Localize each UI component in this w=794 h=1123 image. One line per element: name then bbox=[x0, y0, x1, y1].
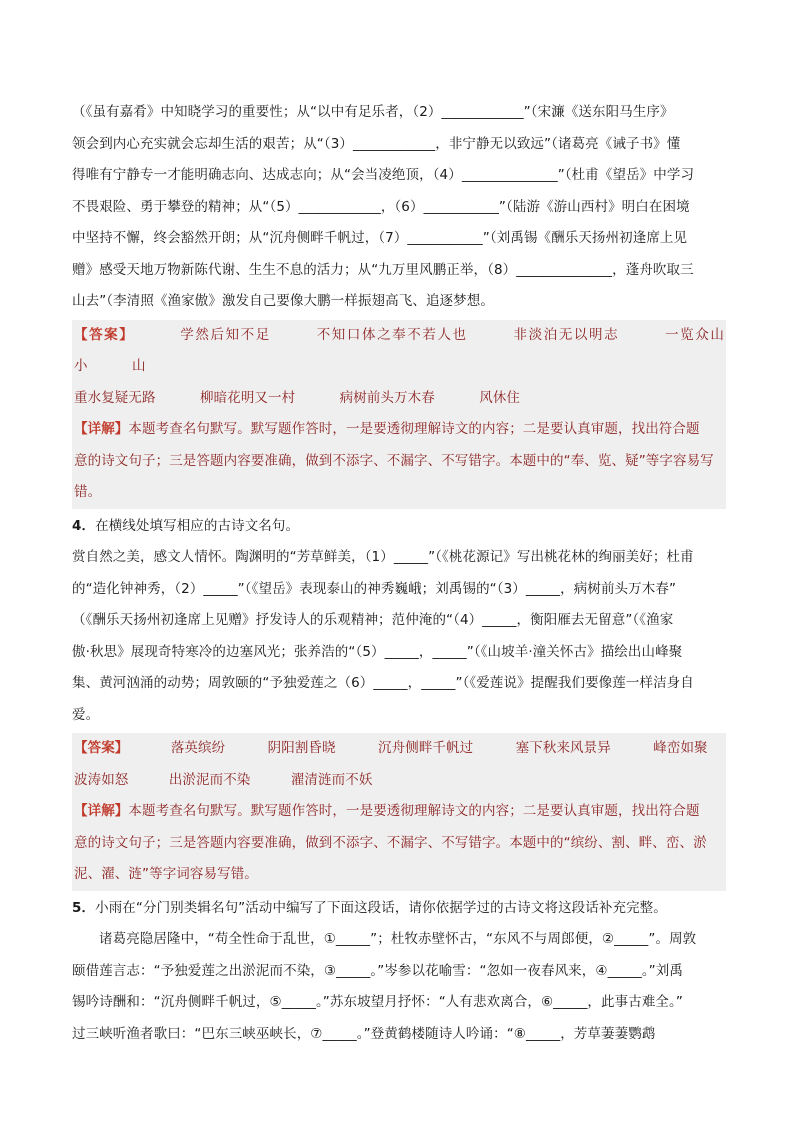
q4-line: （《酬乐天扬州初逢席上见赠》抒发诗人的乐观精神；范仲淹的“（4）_____，衡阳雁去无留意”（《渔家 bbox=[72, 612, 674, 628]
question-number: 5． bbox=[72, 899, 96, 916]
answer-item: 落英缤纷 bbox=[170, 740, 226, 756]
detail-label: 【详解】 bbox=[74, 421, 129, 437]
q4-detail-line bbox=[74, 796, 724, 828]
detail-text: 本题考查名句默写。默写题作答时，一是要透彻理解诗文的内容；二是要认真审题，找出符合题 bbox=[128, 421, 700, 437]
answer-item: 柳暗花明又一村 bbox=[200, 389, 296, 406]
q4-line: 爱。 bbox=[72, 706, 100, 723]
question-prompt: 在横线处填写相应的古诗文名句。 bbox=[95, 517, 300, 534]
answer-item: 一览众山小 bbox=[74, 326, 724, 374]
answer-item: 重水复疑无路 bbox=[74, 389, 156, 406]
q4-answer-line bbox=[74, 733, 724, 765]
answer-label: 【答案】 bbox=[74, 740, 129, 756]
q4-line: 的“造化钟神秀，（2）_____”（《望岳》表现泰山的神秀巍峨；刘禹锡的“（3）_____，病树前头万木春” bbox=[72, 580, 677, 597]
q3-detail-line: 意的诗文句子；三是答题内容要准确，做到不添字、不漏字、不写错字。本题中的“奉、览、疑”等字容易写 bbox=[74, 452, 714, 469]
answer-item: 非淡泊无以明志 bbox=[513, 326, 620, 343]
answer-label: 【答案】 bbox=[74, 326, 135, 343]
q5-line: 颐借莲言志：“予独爱莲之出淤泥而不染，③_____。”岑参以花喻雪：“忽如一夜春风来，④_____。”刘禹 bbox=[72, 962, 683, 979]
q4-line: 赏自然之美，感文人情怀。陶渊明的“芳草鲜美，（1）_____”（《桃花源记》写出桃花林的绚丽美好；杜甫 bbox=[72, 549, 694, 565]
q3-line: 不畏艰险、勇于攀登的精神；从“（5）____________，（6）___________”（陆游《游山西村》明白在困境 bbox=[72, 198, 690, 215]
question-number: 4． bbox=[72, 517, 96, 534]
q3-line: （《虽有嘉肴》中知晓学习的重要性；从“以中有足乐者，（2）____________”（宋濂《送东阳马生序》 bbox=[72, 104, 674, 120]
answer-item: 山 bbox=[132, 358, 146, 374]
q3-line: 山去”（李清照《渔家傲》激发自己要像大鹏一样振翅高飞、追逐梦想。 bbox=[72, 293, 494, 309]
q3-line: 得唯有宁静专一才能明确志向、达成志向；从“会当凌绝顶，（4）______________”（杜甫《望岳》中学习 bbox=[72, 167, 695, 183]
detail-label: 【详解】 bbox=[74, 803, 129, 819]
answer-item: 学然后知不足 bbox=[180, 326, 271, 343]
q3-detail-line: 错。 bbox=[74, 484, 102, 500]
q3-answer-line bbox=[74, 320, 724, 383]
q3-line: 中坚持不懈，终会豁然开朗；从“沉舟侧畔千帆过，（7）___________”（刘禹锡《酬乐天扬州初逢席上见 bbox=[72, 230, 688, 246]
q4-line: 傲·秋思》展现奇特寒冷的边塞风光；张养浩的“（5）_____，_____”（《山坡羊·潼关怀古》描绘出山峰聚 bbox=[72, 643, 683, 660]
q4-answer-line bbox=[74, 765, 724, 797]
question-4-section bbox=[72, 511, 726, 891]
q5-line: 锡吟诗酬和：“沉舟侧畔千帆过，⑤_____。”苏东坡望月抒怀：“人有悲欢离合，⑥_____，此事古难全。” bbox=[72, 994, 683, 1010]
q3-answer-box bbox=[72, 320, 726, 509]
answer-item: 濯清涟而不妖 bbox=[290, 771, 373, 788]
q3-line: 赠》感受天地万物新陈代谢、生生不息的活力；从“九万里风鹏正举，（8）______________，蓬舟吹取三 bbox=[72, 261, 694, 278]
answer-item: 波涛如怒 bbox=[74, 771, 129, 788]
answer-item: 不知口体之奉不若人也 bbox=[316, 326, 468, 343]
q3-detail-line bbox=[74, 414, 724, 446]
answer-item: 沉舟侧畔千帆过 bbox=[378, 740, 474, 756]
answer-item: 病树前头万木春 bbox=[339, 389, 435, 406]
q4-detail-line: 泥、濯、涟”等字词容易写错。 bbox=[74, 866, 258, 882]
q3-answer-line bbox=[74, 383, 724, 415]
answer-item: 塞下秋来风景异 bbox=[515, 740, 611, 756]
answer-item: 阴阳割昏晓 bbox=[267, 740, 336, 756]
question-prompt: 小雨在“分门别类辑名句”活动中编写了下面这段话，请你依据学过的古诗文将这段话补充完整。 bbox=[95, 899, 667, 916]
detail-text: 本题考查名句默写。默写题作答时，一是要透彻理解诗文的内容；二是要认真审题，找出符合题 bbox=[128, 803, 700, 819]
q4-detail-line: 意的诗文句子；三是答题内容要准确，做到不添字、不漏字、不写错字。本题中的“缤纷、割、畔、峦、淤 bbox=[74, 834, 707, 851]
q3-line: 领会到内心充实就会忘却生活的艰苦；从“（3）____________，非宁静无以致远”（诸葛亮《诫子书》懂 bbox=[72, 135, 681, 152]
q4-line: 集、黄河汹涌的动势；周敦颐的“予独爱莲之（6）_____，_____”（《爱莲说》提醒我们要像莲一样洁身自 bbox=[72, 675, 694, 691]
q5-line: 过三峡听渔者歌曰：“巴东三峡巫峡长，⑦_____。”登黄鹤楼随诗人吟诵：“⑧_____，芳草萋萋鹦鹉 bbox=[72, 1025, 656, 1042]
answer-item: 峰峦如聚 bbox=[653, 740, 708, 756]
q5-line: 诸葛亮隐居隆中，“苟全性命于乱世，①_____”；杜牧赤壁怀古，“东风不与周郎便，②_____”。周敦 bbox=[99, 931, 697, 947]
document-content bbox=[72, 97, 726, 1050]
q4-prompt bbox=[72, 511, 726, 543]
question-5-section bbox=[72, 893, 726, 1051]
answer-item: 出淤泥而不染 bbox=[168, 771, 251, 788]
answer-item: 风休住 bbox=[479, 389, 521, 406]
q4-answer-box bbox=[72, 733, 726, 891]
q5-prompt bbox=[72, 893, 726, 925]
question-3-section bbox=[72, 97, 726, 509]
